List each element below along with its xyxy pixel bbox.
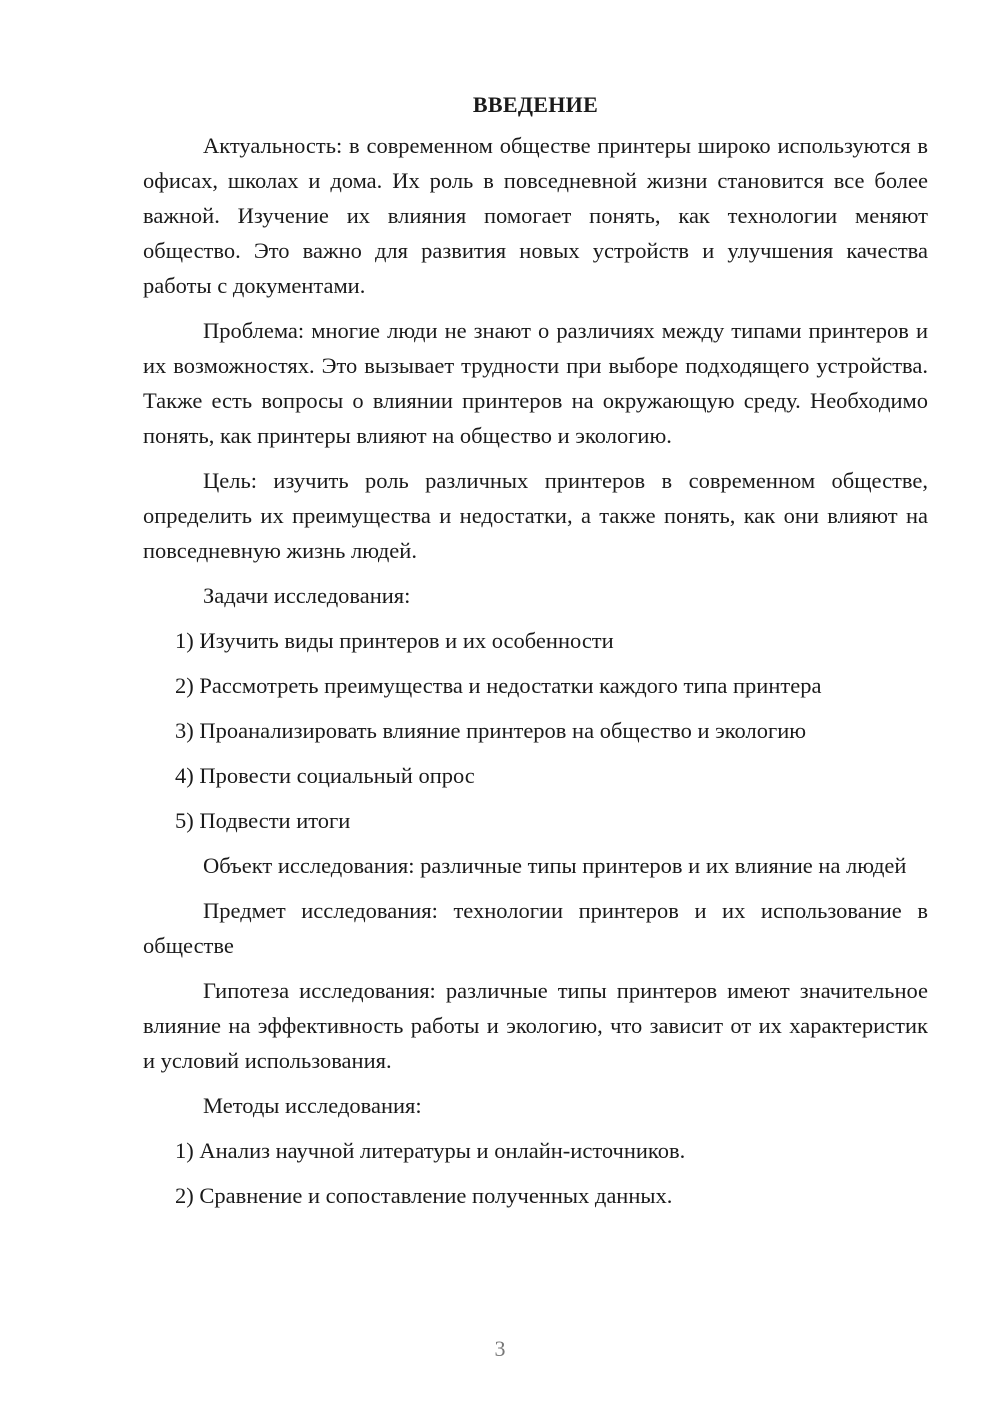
problem-paragraph: Проблема: многие люди не знают о различиях между типами принтеров и их возможностях. Это вызывает трудности при выборе подходящего устройства. Также есть вопросы о влиянии принтеров на окружающую среду. Необходимо понять, как принтеры влияют на общество и экологию. [143,318,928,448]
subject-paragraph: Предмет исследования: технологии принтеров и их использование в обществе [143,898,928,958]
page-number: 3 [494,1336,506,1361]
goal-paragraph: Цель: изучить роль различных принтеров в современном обществе, определить их преимущества и недостатки, а также понять, как они влияют на повседневную жизнь людей. [143,468,928,563]
list-item: 2) Рассмотреть преимущества и недостатки каждого типа принтера [175,673,822,698]
list-item: 1) Анализ научной литературы и онлайн-источников. [175,1138,686,1163]
page-title: ВВЕДЕНИЕ [472,92,599,117]
list-item: 4) Провести социальный опрос [175,763,475,788]
object-paragraph: Объект исследования: различные типы принтеров и их влияние на людей [203,853,907,878]
tasks-heading: Задачи исследования: [203,583,411,608]
methods-heading: Методы исследования: [203,1093,422,1118]
list-item: 1) Изучить виды принтеров и их особенности [175,628,614,653]
list-item: 3) Проанализировать влияние принтеров на общество и экологию [175,718,807,743]
document-page [143,92,928,1223]
list-item: 2) Сравнение и сопоставление полученных данных. [175,1183,673,1208]
relevance-paragraph: Актуальность: в современном обществе принтеры широко используются в офисах, школах и дома. Их роль в повседневной жизни становится все более важной. Изучение их влияния помогает понять, как технологии меняют общество. Это важно для развития новых устройств и улучшения качества работы с документами. [143,133,928,298]
tasks-list [143,623,928,838]
hypothesis-paragraph: Гипотеза исследования: различные типы принтеров имеют значительное влияние на эффективность работы и экологию, что зависит от их характеристик и условий использования. [143,978,928,1073]
methods-list [143,1133,928,1213]
list-item: 5) Подвести итоги [175,808,351,833]
